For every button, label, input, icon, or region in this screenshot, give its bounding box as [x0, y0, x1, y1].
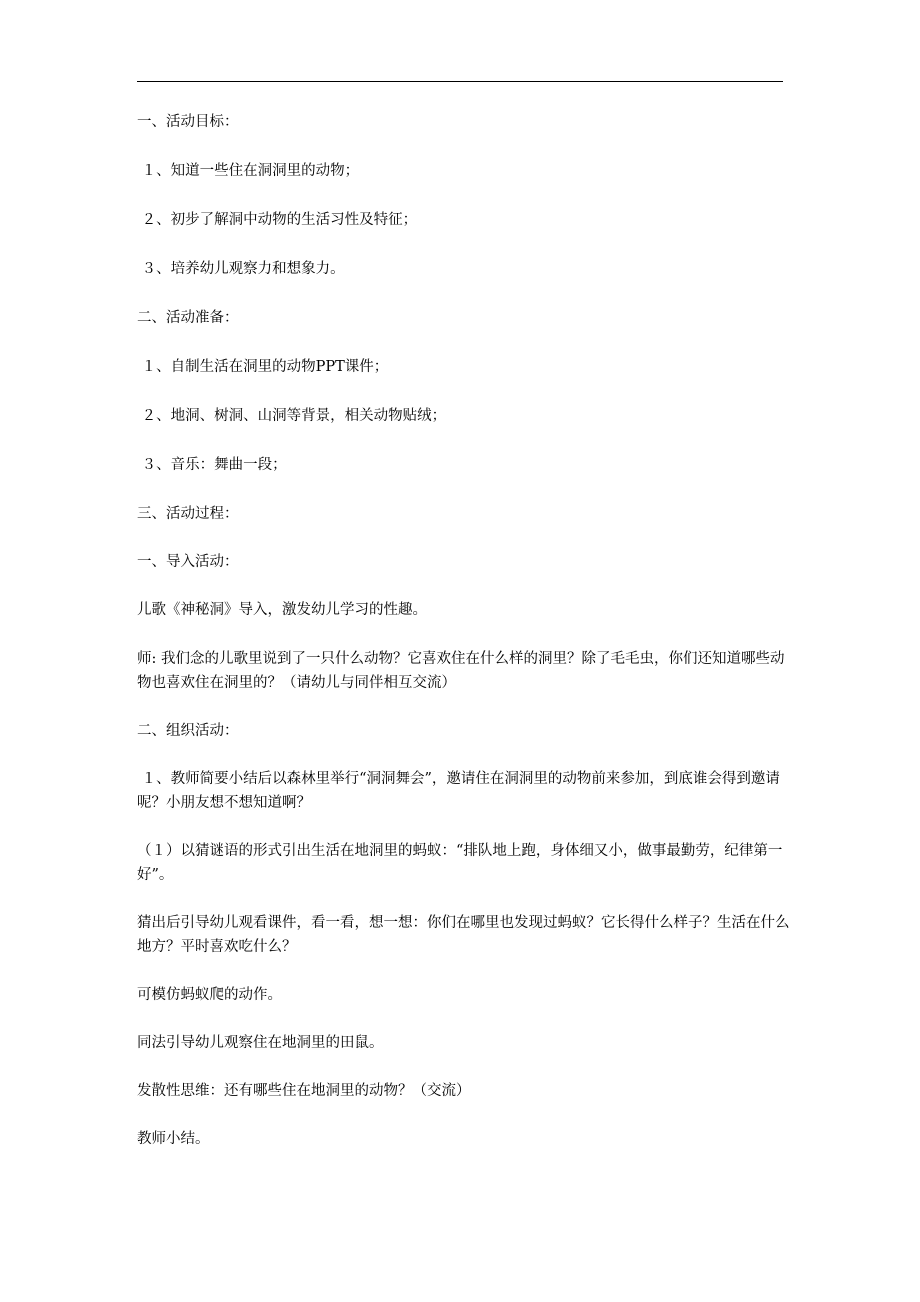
- header-rule: [137, 81, 783, 82]
- paragraph: 可模仿蚂蚁爬的动作。: [137, 987, 282, 1003]
- paragraph: 发散性思维：还有哪些住在地洞里的动物？（交流）: [137, 1083, 471, 1099]
- paragraph: ２、初步了解洞中动物的生活习性及特征；: [137, 212, 418, 228]
- paragraph: ３、音乐：舞曲一段；: [137, 457, 287, 473]
- paragraph: 儿歌《神秘洞》导入，激发幼儿学习的性趣。: [137, 602, 427, 618]
- paragraph: ２、地洞、树洞、山洞等背景，相关动物贴绒；: [137, 408, 447, 424]
- paragraph: ３、培养幼儿观察力和想象力。: [137, 261, 345, 277]
- paragraph: 师: 我们念的儿歌里说到了一只什么动物？它喜欢住在什么样的洞里？除了毛毛虫，你们还知道哪些动物也喜欢住在洞里的？（请幼儿与同伴相互交流）: [137, 651, 785, 691]
- paragraph: １、教师简要小结后以森林里举行“洞洞舞会”，邀请住在洞洞里的动物前来参加，到底谁会得到邀请呢？小朋友想不想知道啊？: [137, 771, 780, 811]
- paragraph: 同法引导幼儿观察住在地洞里的田鼠。: [137, 1035, 384, 1051]
- section-heading-process: 三、活动过程：: [137, 506, 239, 522]
- subsection-heading-intro: 一、导入活动：: [137, 554, 239, 570]
- section-heading-goals: 一、活动目标：: [137, 114, 239, 130]
- paragraph: （１）以猜谜语的形式引出生活在地洞里的蚂蚁：“排队地上跑，身体细又小，做事最勤劳，纪律第一好”。: [137, 843, 783, 883]
- section-heading-preparation: 二、活动准备：: [137, 310, 239, 326]
- paragraph: 教师小结。: [137, 1131, 210, 1147]
- subsection-heading-organize: 二、组织活动：: [137, 723, 239, 739]
- paragraph: １、自制生活在洞里的动物PPT课件；: [137, 359, 389, 375]
- paragraph: １、知道一些住在洞洞里的动物；: [137, 163, 360, 179]
- paragraph: 猜出后引导幼儿观看课件，看一看，想一想：你们在哪里也发现过蚂蚁？它长得什么样子？生活在什么地方？平时喜欢吃什么？: [137, 915, 790, 955]
